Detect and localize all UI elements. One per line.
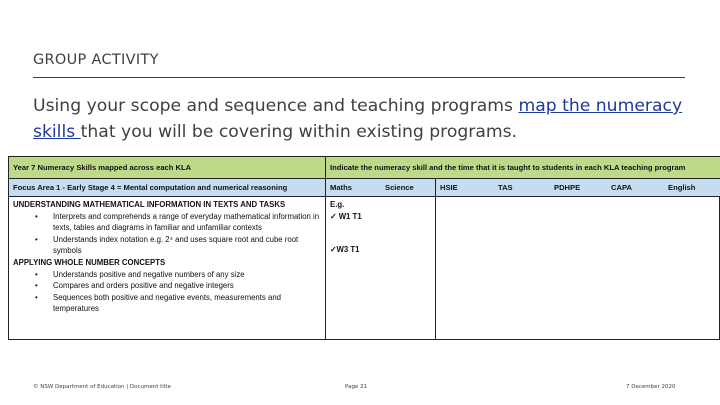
focus-area-row (9, 179, 720, 197)
example-label: E.g. (330, 200, 345, 209)
kla-hsie: HSIE (440, 183, 458, 192)
slide-title: GROUP ACTIVITY (33, 52, 159, 68)
list-item: • Interprets and comprehends a range of everyday mathematical information in texts, tables and diagrams in familiar and unfamiliar contexts (13, 211, 321, 234)
maths-entries (330, 199, 362, 256)
kla-pdhpe: PDHPE (554, 183, 581, 192)
footer-copyright: © NSW Department of Education | Document title (33, 384, 171, 390)
kla-capa: CAPA (611, 183, 632, 192)
kla-tas: TAS (498, 183, 513, 192)
header-right: Indicate the numeracy skill and the time that it is taught to students in each KLA teaching program (330, 163, 686, 172)
skills-row (9, 197, 720, 340)
check-entry: ✓W3 T1 (330, 245, 360, 255)
footer-page-number: Page 21 (345, 384, 368, 390)
body-divider (435, 197, 436, 340)
header-divider (325, 157, 326, 179)
kla-maths: Maths (330, 183, 352, 192)
table-header-row (9, 157, 720, 179)
section-heading: APPLYING WHOLE NUMBER CONCEPTS (13, 257, 166, 267)
check-entry: ✓ W1 T1 (330, 211, 362, 221)
instruction-after: that you will be covering within existing programs. (80, 122, 518, 142)
section-items (13, 269, 321, 315)
title-underline (33, 77, 685, 78)
instruction-before: Using your scope and sequence and teaching programs (33, 96, 519, 116)
body-divider (325, 197, 326, 340)
skills-list (13, 199, 321, 315)
focus-divider (325, 179, 326, 197)
section-heading: UNDERSTANDING MATHEMATICAL INFORMATION IN TEXTS AND TASKS (13, 200, 286, 209)
footer-date: 7 December 2020 (626, 384, 676, 390)
focus-area-label: Focus Area 1 - Early Stage 4 = Mental computation and numerical reasoning (13, 183, 288, 192)
kla-science: Science (385, 183, 414, 192)
instruction-text (33, 93, 683, 145)
kla-english: English (668, 183, 696, 192)
section-items (13, 211, 321, 257)
list-item: • Understands index notation e.g. 2⁴ and uses square root and cube root symbols (13, 234, 321, 257)
focus-divider (435, 179, 436, 197)
list-item: • Understands positive and negative numbers of any size (13, 269, 321, 281)
numeracy-mapping-table (8, 156, 720, 340)
header-left: Year 7 Numeracy Skills mapped across each KLA (13, 163, 192, 172)
list-item: • Compares and orders positive and negative integers (13, 280, 321, 292)
instruction-link: map the numeracy skills (33, 96, 683, 142)
list-item: • Sequences both positive and negative events, measurements and temperatures (13, 292, 321, 315)
